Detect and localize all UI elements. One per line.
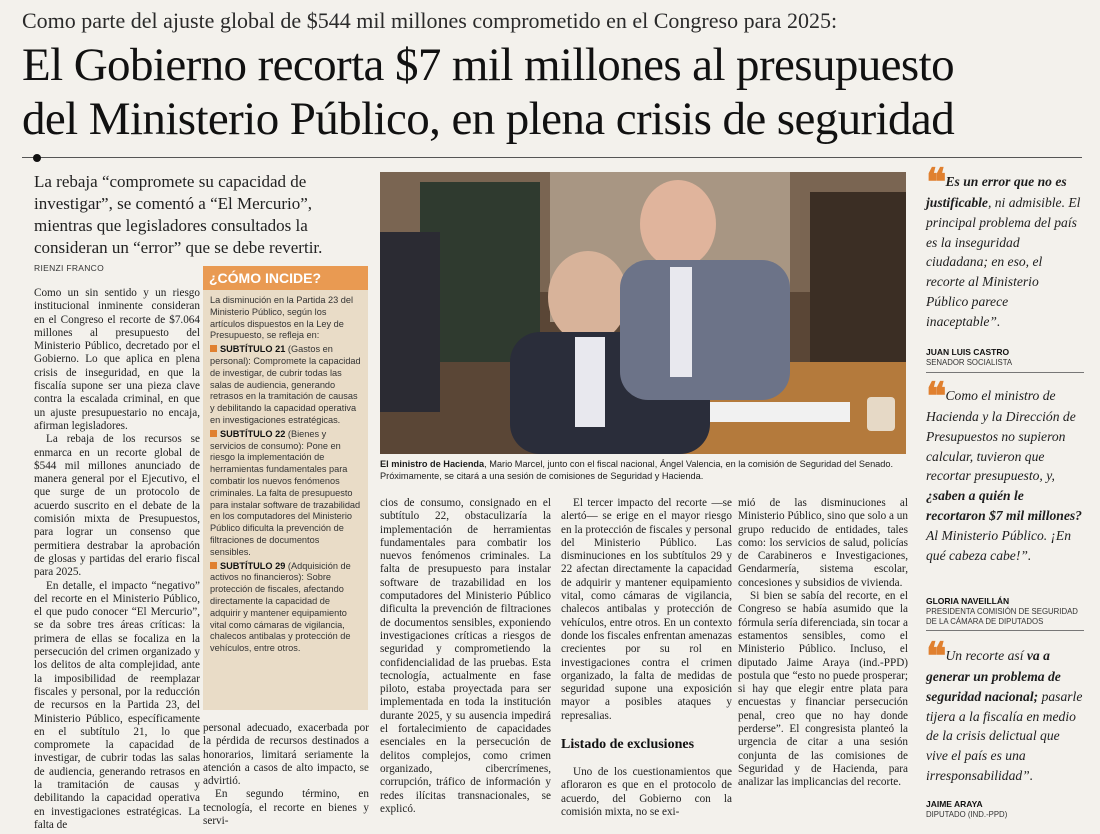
- sidebar-item: [210, 561, 361, 655]
- headline-line-2: del Ministerio Público, en plena crisis de seguridad: [22, 93, 955, 145]
- news-photo: [380, 172, 906, 454]
- sidebar-item: [210, 429, 361, 559]
- sidebar-item-text: (Adquisición de activos no financieros): Sobre protección de fiscales, afectando directamente la capacidad de adquirir y mantener equipamiento vital como cámaras de vigilancia, chalecos antibalas y protección de vehículos, entre otros.: [210, 560, 351, 654]
- caption-text: , Mario Marcel, junto con el fiscal nacional, Ángel Valencia, en la comisión de Seguridad del Senado. Próximamente, se citará a una sesión de comisiones de Seguridad y Hacienda.: [380, 459, 894, 481]
- quote-text-pre: Un recorte así: [945, 648, 1027, 663]
- paragraph: Como un sin sentido y un riesgo institucional inminente consideran en el Congreso el recorte de $7.064 millones al presupuesto del Ministerio Público, decretado por el Gobierno. Lo que aplica en plena crisis de inseguridad, en que la fiscalía supone ser una pieza clave contra la escalada criminal, en que un ajuste presupuestario no encaja, afirman legisladores.: [34, 287, 200, 432]
- quote-lead: Es un error que no es justificable: [926, 174, 1067, 210]
- bullet-dot: [33, 154, 41, 162]
- quote-author: JAIME ARAYA: [926, 799, 983, 809]
- pull-quote: [926, 376, 1084, 565]
- sidebar-item: [210, 344, 361, 427]
- square-bullet-icon: [210, 430, 217, 437]
- headline: [22, 38, 1092, 146]
- paragraph: El tercer impacto del recorte —se alertó— se erige en el mayor riesgo en la protección de fiscales y personal del Ministerio Público. Las disminuciones en los subtítulos 29 y 22 afectan directamente la capacidad de adquirir y mantener equipamiento vital, como cámaras de vigilancia, chalecos antibalas y protección de vehículos, entre otros. En un contexto donde los fiscales enfrentan amenazas crecientes por su rol en investigaciones contra el crimen organizado, la falta de medidas de seguridad supone una exposición mayor a posibles ataques y represalias.: [561, 497, 732, 722]
- photo-illustration: [380, 172, 906, 454]
- sidebar-body: [203, 290, 368, 662]
- headline-line-1: El Gobierno recorta $7 mil millones al presupuesto: [22, 39, 954, 91]
- quote-tail: Al Ministerio Público. ¡En qué cabeza cabe!”.: [926, 527, 1071, 563]
- quote-lead: va a generar un problema de seguridad nacional;: [926, 648, 1061, 704]
- quote-divider: [926, 372, 1084, 373]
- quote-author: JUAN LUIS CASTRO: [926, 347, 1010, 357]
- paragraph: personal adecuado, exacerbada por la pérdida de recursos destinados a honorarios, limitará seriamente la atención a casos de alto impacto, se advirtió.: [203, 722, 369, 788]
- paragraph: En segundo término, en tecnología, el recorte en bienes y servi-: [203, 788, 369, 828]
- body-column-1: [34, 287, 200, 832]
- quote-mark-icon: ❝: [926, 162, 943, 204]
- pull-quote: [926, 636, 1084, 786]
- quote-mark-icon: ❝: [926, 376, 943, 418]
- quote-author-role: SENADOR SOCIALISTA: [926, 358, 1013, 367]
- quote-author-role: PRESIDENTA COMISIÓN DE SEGURIDAD DE LA CÁMARA DE DIPUTADOS: [926, 607, 1078, 626]
- body-column-2: [203, 722, 369, 828]
- paragraph: Uno de los cuestionamientos que afloraron es que en el protocolo de acuerdo, del Gobierno con la comisión mixta, no se exi-: [561, 766, 732, 818]
- sidebar-item-text: (Bienes y servicios de consumo): Pone en riesgo la implementación de herramientas fundamentales para combatir los nuevos fenómenos criminales. La falta de presupuesto para instalar software de trazabilidad en los computadores del Ministerio Público dificulta la prevención de filtraciones de documentos sensibles.: [210, 428, 361, 557]
- sidebar-title: ¿CÓMO INCIDE?: [203, 266, 368, 290]
- quote-text: Como el ministro de Hacienda y la Dirección de Presupuestos no supieron calcular, tuvieron que recortar presupuesto, y,: [926, 388, 1076, 484]
- quote-author-role: DIPUTADO (IND.-PPD): [926, 810, 1008, 819]
- sidebar-intro: La disminución en la Partida 23 del Ministerio Público, según los artículos dispuestos en la Ley de Presupuesto, se refleja en:: [210, 295, 354, 341]
- quote-text: pasarle tijera a la fiscalía en medio de la crisis delictual que vive el país es una irresponsabilidad”.: [926, 688, 1083, 783]
- headline-rule: [22, 157, 1082, 158]
- quote-mark-icon: ❝: [926, 636, 943, 678]
- sidebar-item-label: SUBTÍTULO 29: [220, 560, 286, 571]
- paragraph: En detalle, el impacto “negativo” del recorte en el Ministerio Público, el que pudo conocer “El Mercurio”, se da sobre tres áreas críticas: la primera de ellas se focaliza en la persecución del crimen organizado y los delitos de alta complejidad, ante la imposibilidad de reemplazar fiscales y personal, por la reducción de recursos en la Partida 23, del Ministerio Público, específicamente en el subtítulo 21, lo que compromete la capacidad de investigar, de cubrir todas las salas de audiencia, generando retrasos en la tramitación de causas y debilitando la capacidad operativa en investigaciones estratégicas. La falta de: [34, 579, 200, 831]
- paragraph: Si bien se sabía del recorte, en el Congreso se había asumido que la fórmula sería diferenciada, sin tocar a estamentos sensibles, como el Ministerio Público. Incluso, el diputado Jaime Araya (ind.-PPD) postula que “esto no puede prosperar; si hay que elegir entre plata para encuestas y financiar persecución penal, creo que no hay donde perderse”. El congresista planteó la urgencia de citar a una sesión conjunta de las comisiones de Seguridad y de Hacienda, para analizar las implicancias del recorte.: [738, 590, 908, 789]
- quote-bold: ¿saben a quién le recortaron $7 mil millones?: [926, 488, 1082, 523]
- sidebar-item-label: SUBTÍTULO 21: [220, 344, 286, 355]
- body-column-5: [738, 497, 908, 790]
- kicker: Como parte del ajuste global de $544 mil millones comprometido en el Congreso para 2025:: [22, 8, 838, 33]
- square-bullet-icon: [210, 562, 217, 569]
- body-column-3: [380, 497, 551, 816]
- dek: La rebaja “compromete su capacidad de investigar”, se comentó a “El Mercurio”, mientras que legisladores consultados la consideran un “error” que se debe revertir.: [34, 172, 323, 257]
- sidebar-item-text: (Gastos en personal): Compromete la capacidad de investigar, de cubrir todas las salas de audiencia, generando retrasos en la tramitación de causas y debilitando la capacidad operativa en investigaciones estratégicas.: [210, 344, 361, 425]
- paragraph: mió de las disminuciones al Ministerio Público, sino que solo a un grupo reducido de entidades, tales como: los servicios de salud, policías de Carabineros e Investigaciones, Gendarmería, sistema escolar, concesiones y subsidios de vivienda.: [738, 497, 908, 589]
- pull-quote: [926, 162, 1084, 332]
- sidebar-box: [203, 266, 368, 710]
- quote-author: GLORIA NAVEILLÁN: [926, 596, 1010, 606]
- quote-text: , ni admisible. El principal problema del país es la inseguridad ciudadana; en eso, el recorte al Ministerio Público parece inaceptable”.: [926, 195, 1081, 329]
- body-column-4: [561, 497, 732, 723]
- sidebar-item-label: SUBTÍTULO 22: [220, 428, 286, 439]
- byline: RIENZI FRANCO: [34, 263, 105, 273]
- paragraph: La rebaja de los recursos se enmarca en un recorte global de $544 mil millones anunciado de manera general por el Ejecutivo, el que surge de un protocolo de acuerdo suscrito en el debate de la comisión mixta de Presupuestos, para lograr un consenso que permitiera destrabar la aprobación de glosas y partidas del erario fiscal para 2025.: [34, 433, 200, 579]
- body-column-4b: [561, 766, 732, 819]
- photo-caption: [380, 458, 906, 482]
- paragraph: cios de consumo, consignado en el subtítulo 22, obstaculizaría la implementación de herramientas fundamentales para combatir los nuevos fenómenos criminales. La falta de presupuesto para instalar software de trazabilidad en los computadores del Ministerio Público dificulta la prevención de filtraciones de documentos sensibles, exponiendo investigaciones críticas a riesgos de seguridad y comprometiendo la confidencialidad de las pruebas. Esta tecnología, actualmente en fase piloto, estaba proyectada para ser implementada en toda la institución durante 2025, y su ausencia impedirá el fortalecimiento de capacidades esenciales en la persecución de delitos complejos, como crimen organizado, cibercrímenes, corrupción, tráfico de información y redes ilícitas transnacionales, se explicó.: [380, 497, 551, 815]
- subheading: Listado de exclusiones: [561, 737, 695, 752]
- caption-lead: El ministro de Hacienda: [380, 459, 485, 469]
- quote-divider: [926, 630, 1084, 631]
- square-bullet-icon: [210, 345, 217, 352]
